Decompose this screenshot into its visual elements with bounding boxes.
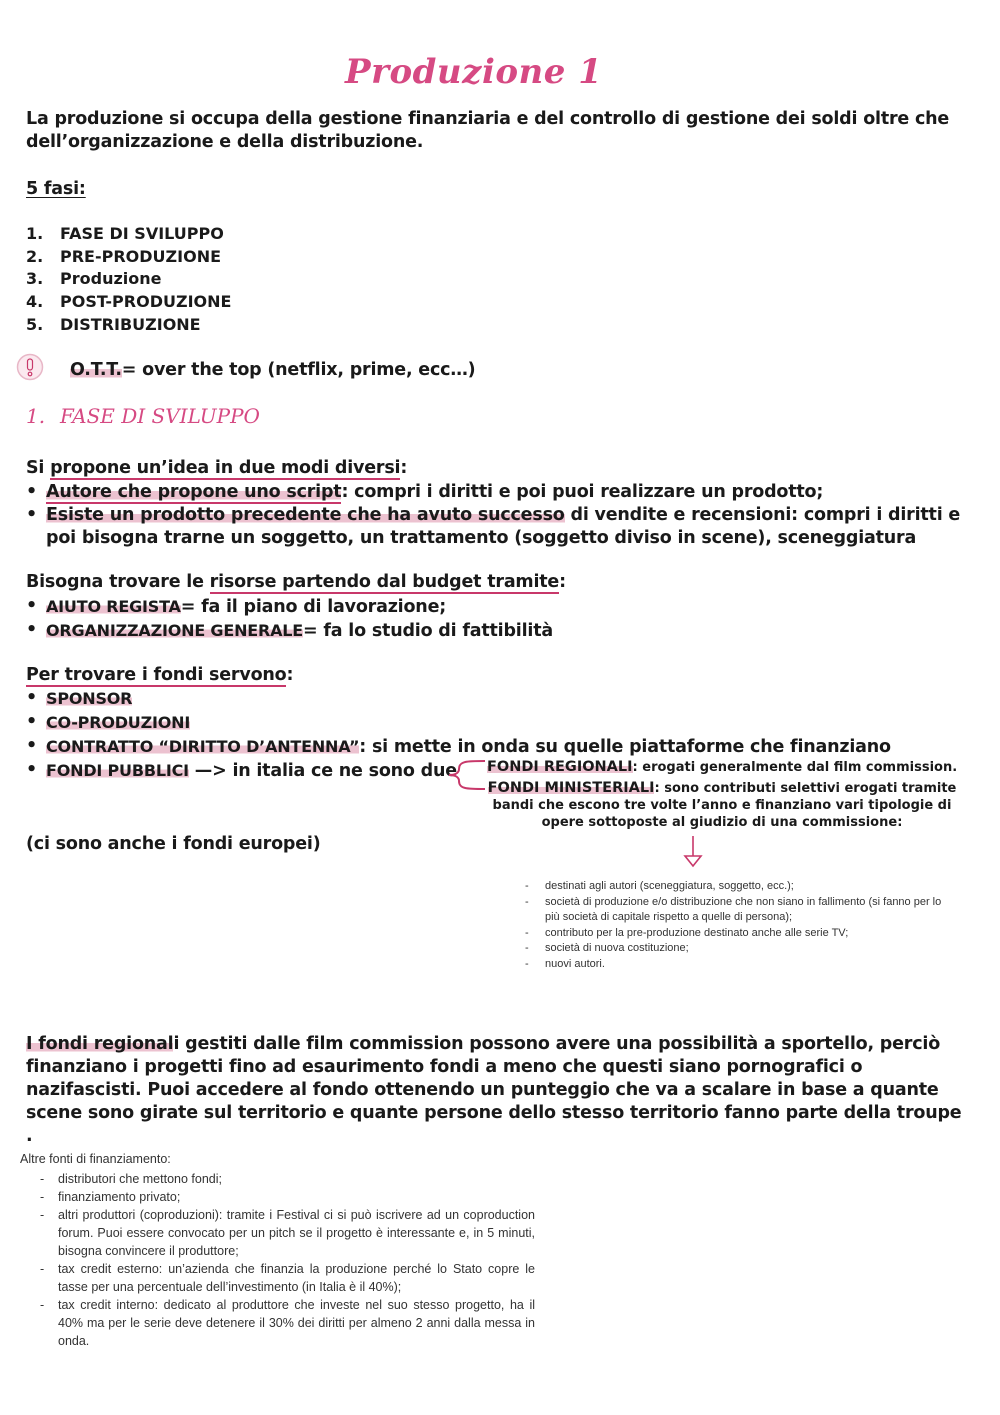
list-item: • CO-PRODUZIONI — [26, 712, 191, 732]
fondi-heading: Per trovare i fondi servono: — [26, 665, 294, 685]
list-item: - destinati agli autori (sceneggiatura, soggetto, ecc.); — [525, 880, 794, 892]
list-item: • AIUTO REGISTA= fa il piano di lavorazione; — [26, 596, 447, 617]
list-item: 2. PRE-PRODUZIONE — [26, 246, 222, 266]
list-item: • Esiste un prodotto precedente che ha avuto successo di vendite e recensioni: compri i diritti e poi bisogna trarne un soggetto, un trattamento (soggetto diviso in scene), sceneggiatura — [26, 505, 961, 548]
list-item: 4. POST-PRODUZIONE — [26, 292, 232, 312]
risorse-heading: Bisogna trovare le risorse partendo dal budget tramite: — [26, 572, 566, 592]
list-item: • FONDI PUBBLICI —> in italia ce ne sono due — [26, 760, 457, 781]
list-item: - società di produzione e/o distribuzione che non siano in fallimento (si fanno per lo più società di capitale rispetto a quelle di persona); — [525, 895, 942, 923]
list-item: 5. DISTRIBUZIONE — [26, 314, 201, 334]
altre-fonti-list — [20, 1170, 535, 1350]
list-item: - tax credit esterno: un’azienda che finanzia la produzione perché lo Stato copre le tasse per una percentuale dell’investimento (in Italia è il 40%); — [40, 1262, 535, 1294]
list-item: • Autore che propone uno script: compri i diritti e poi puoi realizzare un prodotto; — [26, 482, 824, 502]
fondi-europei-note: (ci sono anche i fondi europei) — [26, 834, 321, 854]
fondi-regionali-note: FONDI REGIONALI: erogati generalmente dal film commission. — [487, 759, 958, 775]
ott-note: O.T.T.= over the top (netflix, prime, ecc…) — [70, 360, 476, 380]
intro-paragraph: La produzione si occupa della gestione finanziaria e del controllo di gestione dei soldi oltre che dell’organizzazione e della distribuzione. — [26, 109, 950, 152]
fondi-regionali-paragraph: I fondi regionali gestiti dalle film commission possono avere una possibilità a sportello, perciò finanziano i progetti fino ad esaurimento fondi a meno che questi siano pornografici o nazifascisti. Puoi accedere al fondo ottenendo un punteggio che va a scalare in base a quante scene sono girate sul territorio e quante persone dello stesso territorio fanno parte della troupe . — [26, 1034, 962, 1146]
list-item: • CONTRATTO “DIRITTO D’ANTENNA”: si mette in onda su quelle piattaforme che finanziano — [26, 736, 891, 757]
risorse-list — [26, 595, 553, 643]
idea-list — [26, 481, 961, 550]
list-item: - distributori che mettono fondi; — [40, 1172, 222, 1186]
list-item: - società di nuova costituzione; — [525, 942, 689, 954]
altre-fonti-heading: Altre fonti di finanziamento: — [20, 1152, 171, 1166]
page-title: Produzione 1 — [345, 52, 603, 92]
list-item: 3. Produzione — [26, 269, 162, 289]
list-item: - contributo per la pre-produzione destinato anche alle serie TV; — [525, 926, 849, 939]
list-item: - nuovi autori. — [525, 957, 605, 970]
list-item: 1. FASE DI SVILUPPO — [26, 224, 224, 243]
section-heading: 1. FASE DI SVILUPPO — [26, 404, 260, 428]
down-arrow-icon — [683, 836, 703, 868]
fondi-ministeriali-note: FONDI MINISTERIALI: sono contributi selettivi erogati tramite bandi che escono tre volte l’anno e finanziano vari tipologie di opere sottoposte al giudizio di una commissione: — [487, 780, 957, 830]
idea-heading: Si propone un’idea in due modi diversi: — [26, 458, 408, 478]
list-item: • ORGANIZZAZIONE GENERALE= fa lo studio di fattibilità — [26, 620, 553, 641]
list-item: - tax credit interno: dedicato al produttore che investe nel suo stesso progetto, ha il 40% ma per le serie deve detenere il 30% dei diritti per almeno 2 anni dalla messa in onda. — [40, 1298, 535, 1348]
phases-heading: 5 fasi: — [26, 179, 86, 199]
list-item: • SPONSOR — [26, 688, 133, 708]
list-item: - finanziamento privato; — [40, 1190, 181, 1204]
list-item: - altri produttori (coproduzioni): tramite i Festival ci si può iscrivere ad un coproduction forum. Puoi essere convocato per un pitch se il progetto è interessante e, in 5 minuti, bisogna convincere il produttore; — [40, 1208, 535, 1258]
phases-list — [26, 223, 231, 337]
ministeriali-list — [525, 879, 945, 972]
exclamation-icon — [16, 353, 44, 381]
